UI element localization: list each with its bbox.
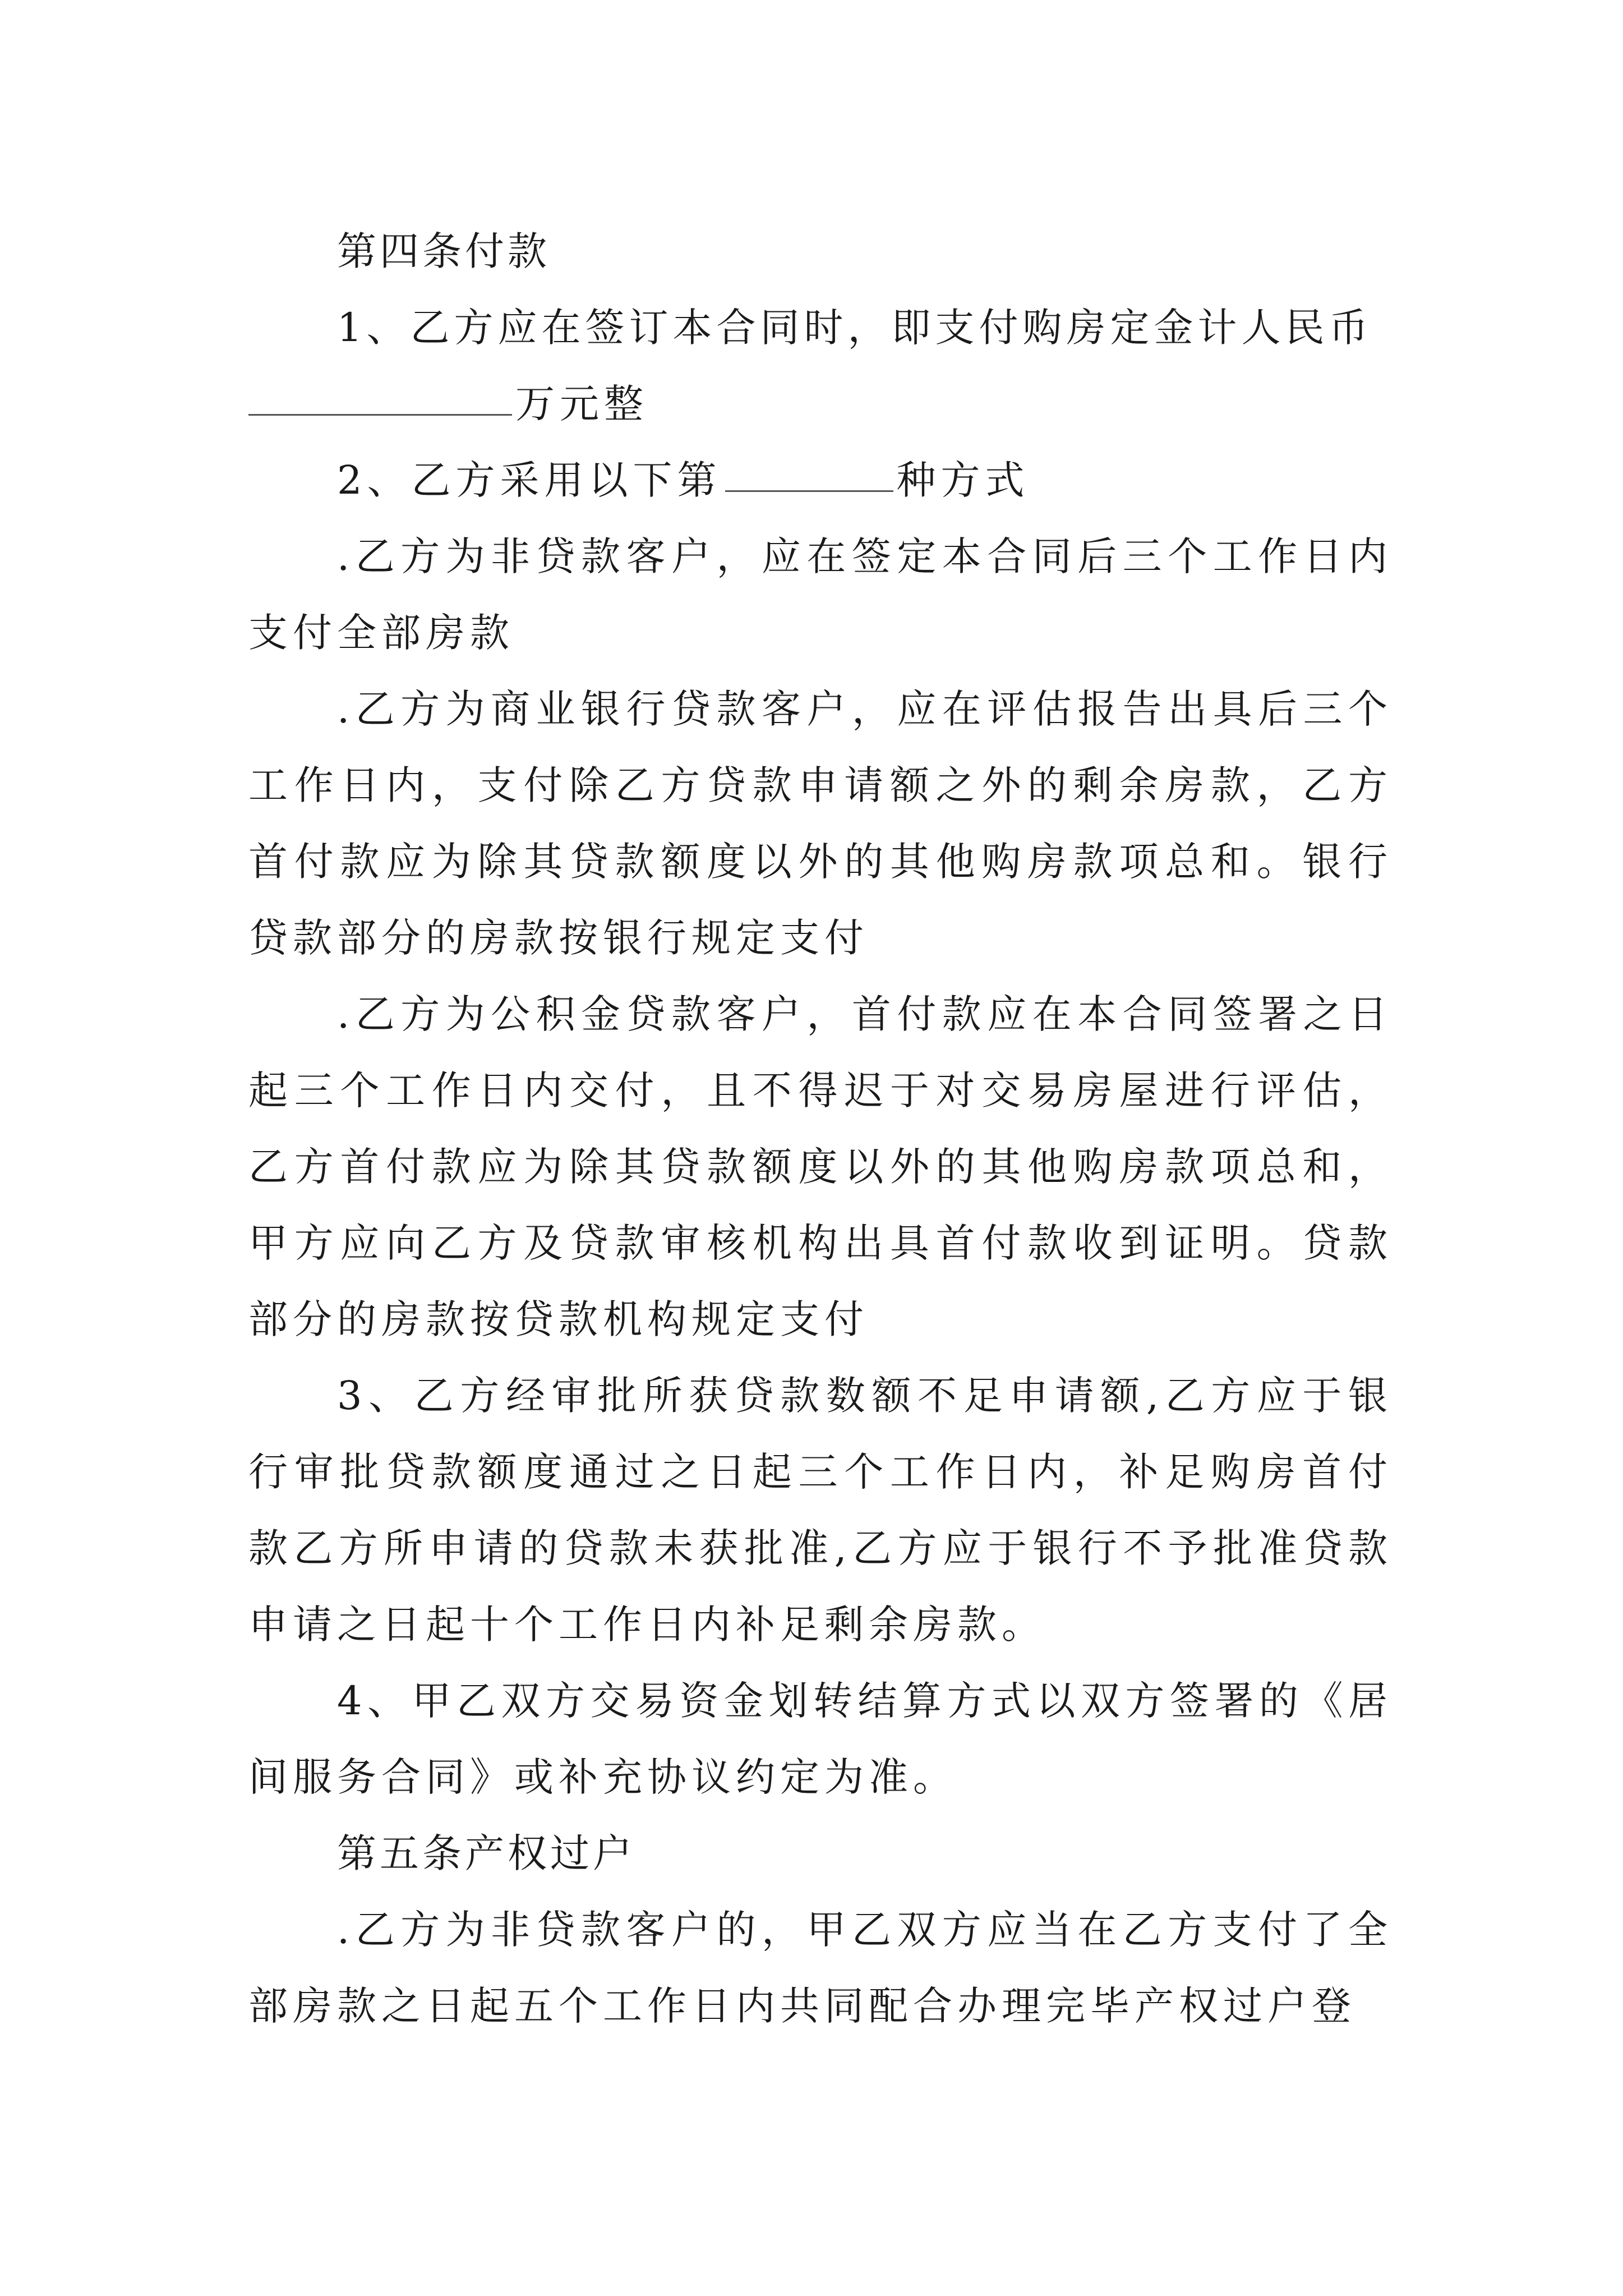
deposit-amount-blank[interactable]	[248, 414, 512, 416]
item1-continuation	[248, 366, 1393, 442]
item1-paragraph	[248, 289, 1393, 366]
section5-paragraph: .乙方为非贷款客户的，甲乙双方应当在乙方支付了全部房款之日起五个工作日内共同配合办理完毕产权过户登	[248, 1907, 1393, 2029]
option-provident-fund-loan: .乙方为公积金贷款客户，首付款应在本合同签署之日起三个工作日内交付，且不得迟于对交易房屋进行评估，乙方首付款应为除其贷款额度以外的其他购房款项总和，甲方应向乙方及贷款审核机构出具首付款收到证明。贷款部分的房款按贷款机构规定支付	[248, 991, 1393, 1342]
option-non-loan: .乙方为非贷款客户，应在签定本合同后三个工作日内支付全部房款	[248, 533, 1393, 656]
section4-heading: 第四条付款	[337, 228, 550, 274]
item3-paragraph: 3、乙方经审批所获贷款数额不足申请额,乙方应于银行审批贷款额度通过之日起三个工作日内，补足购房首付款乙方所申请的贷款未获批准,乙方应于银行不予批准贷款申请之日起十个工作日内补足剩余房款。	[248, 1373, 1393, 1648]
item2-paragraph	[248, 442, 1393, 518]
option-commercial-loan: .乙方为商业银行贷款客户，应在评估报告出具后三个工作日内，支付除乙方贷款申请额之外的剩余房款，乙方首付款应为除其贷款额度以外的其他购房款项总和。银行贷款部分的房款按银行规定支付	[248, 686, 1393, 961]
item1-text: 1、乙方应在签订本合同时，即支付购房定金计人民币	[337, 305, 1373, 351]
item2-text: 2、乙方采用以下第	[337, 457, 722, 503]
payment-method-blank[interactable]	[725, 490, 893, 492]
item2-suffix-text: 种方式	[896, 457, 1030, 503]
item4-paragraph: 4、甲乙双方交易资金划转结算方式以双方签署的《居间服务合同》或补充协议约定为准。	[248, 1678, 1393, 1800]
item1-unit-text: 万元整	[515, 381, 648, 427]
section5-heading: 第五条产权过户	[337, 1830, 635, 1876]
document-body	[248, 213, 1393, 2044]
